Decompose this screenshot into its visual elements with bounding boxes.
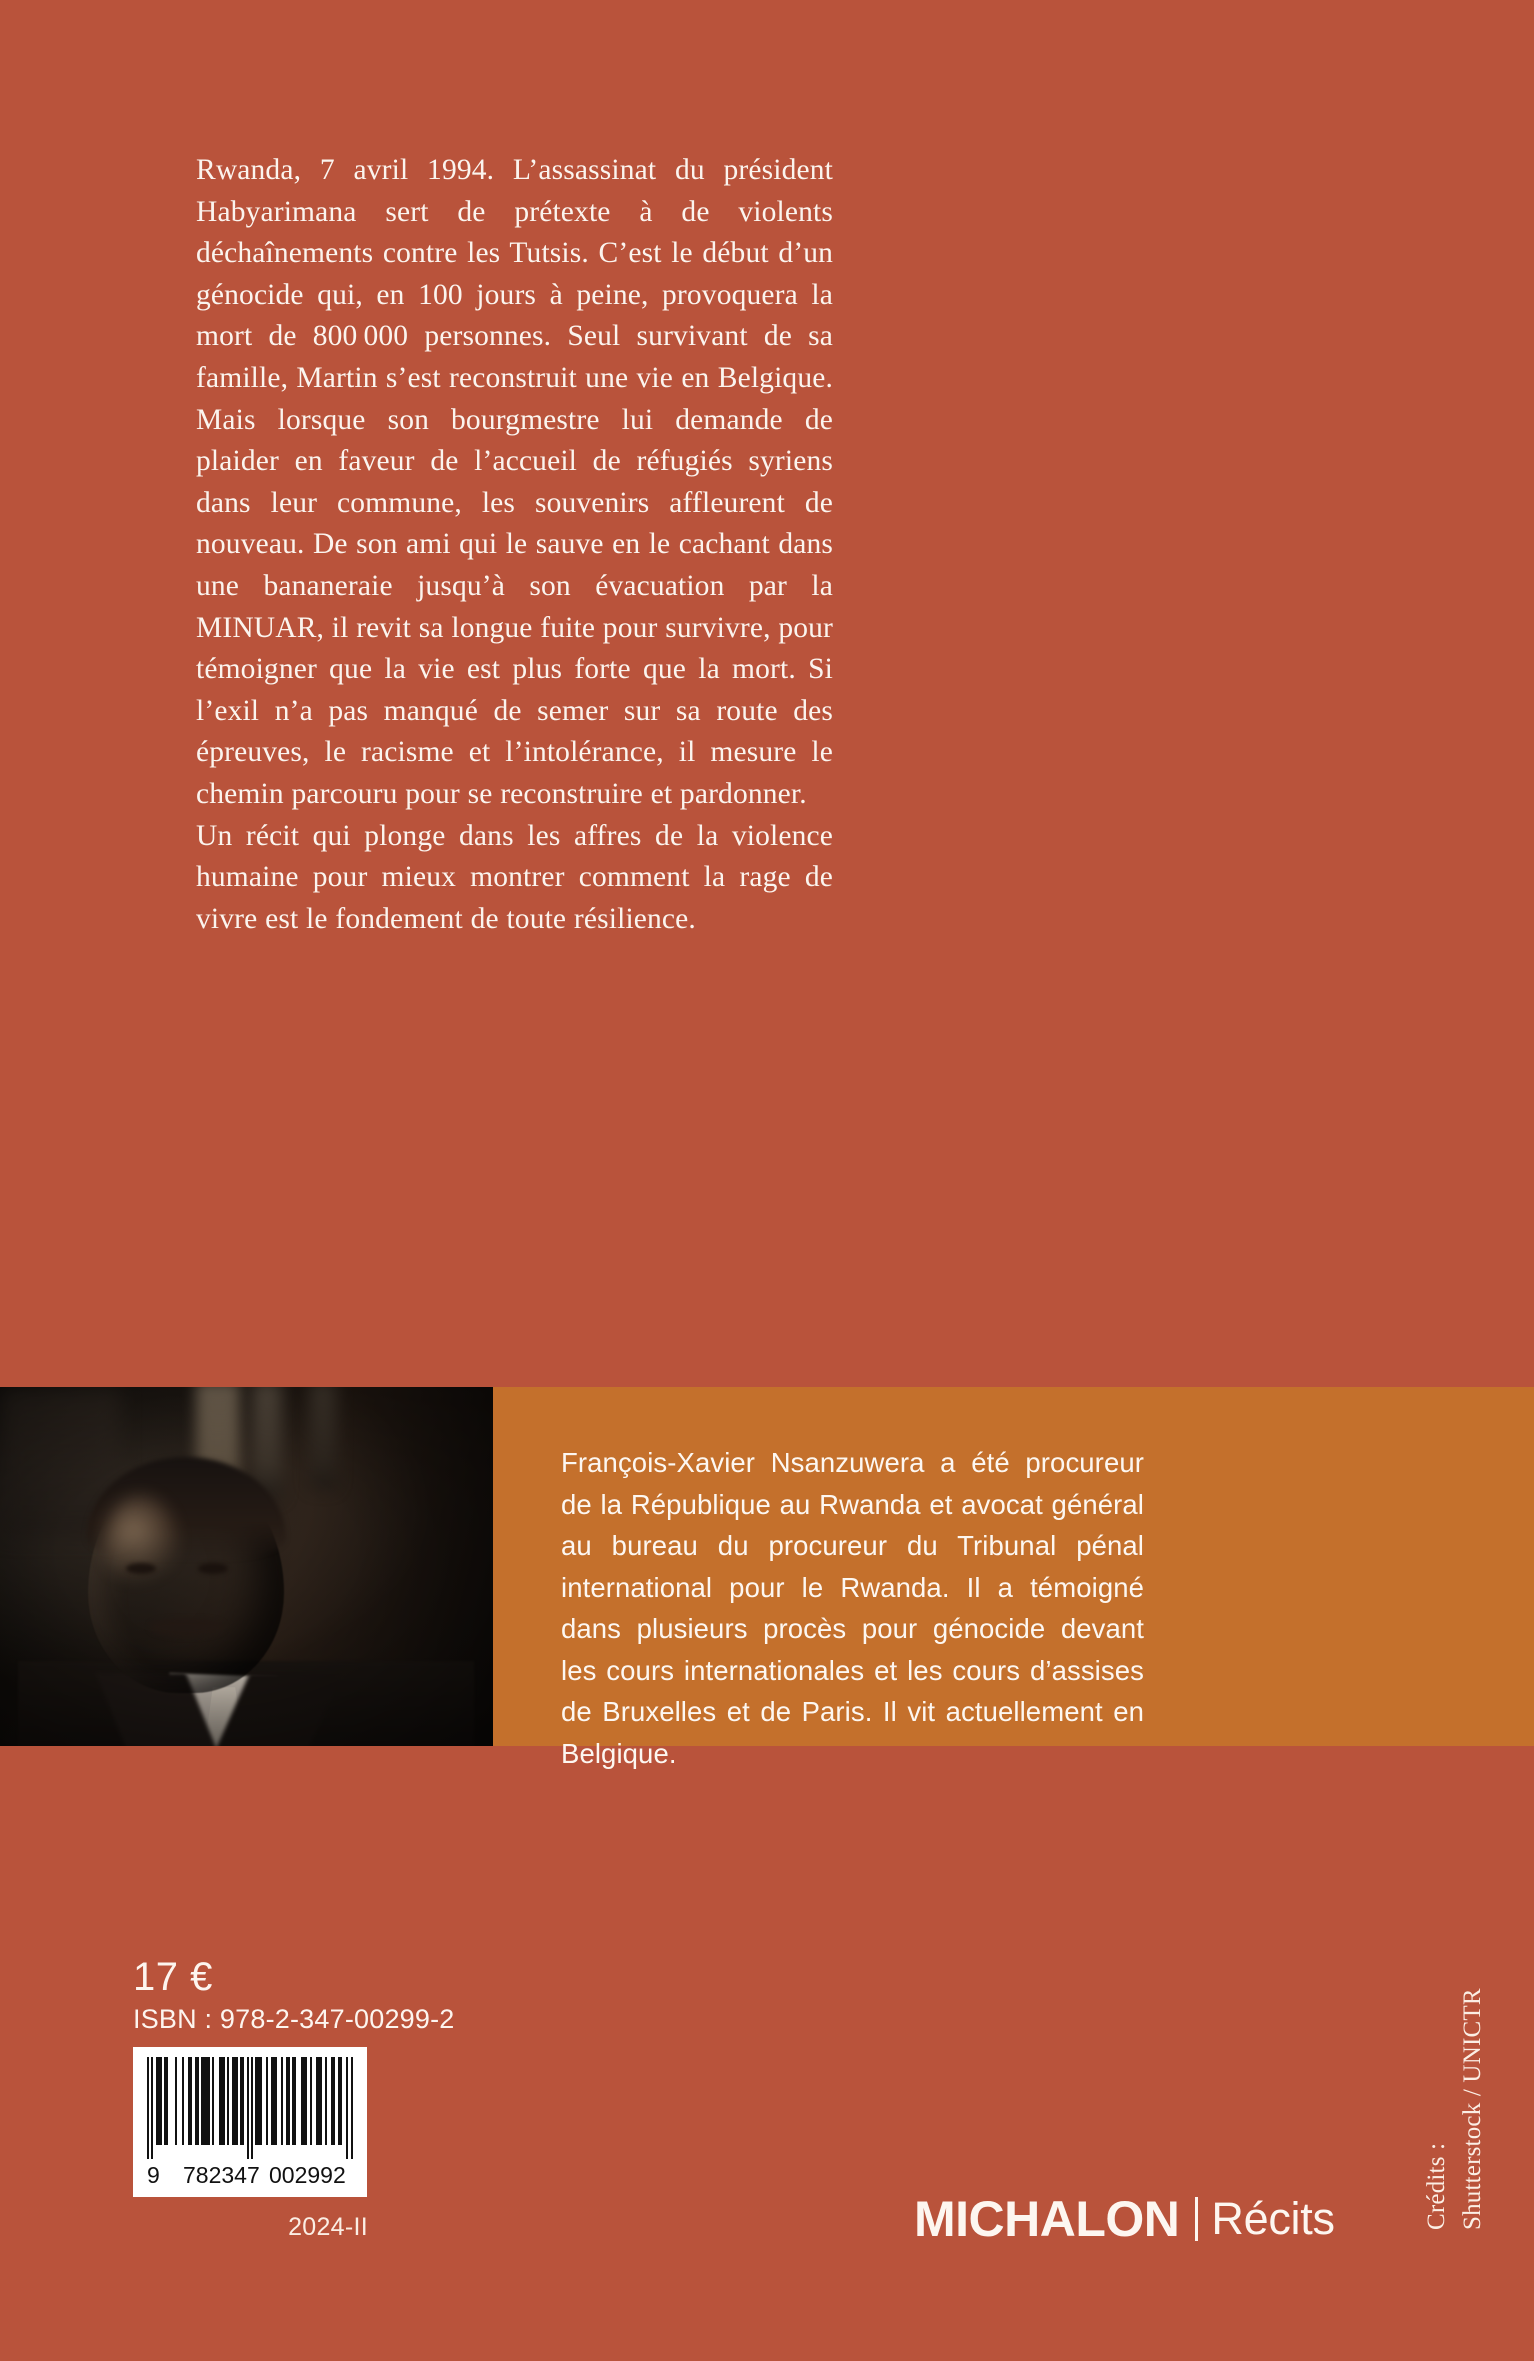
barcode-bar: [351, 2057, 353, 2159]
author-portrait-photo: [0, 1387, 493, 1746]
photo-credits: [1424, 1760, 1502, 2230]
barcode-digit-group-1: 9: [147, 2162, 160, 2188]
barcode-bar: [286, 2057, 290, 2145]
barcode-bar: [266, 2057, 268, 2145]
barcode-bar: [227, 2057, 229, 2145]
barcode-bar: [195, 2057, 199, 2145]
barcode-bar: [247, 2057, 249, 2159]
blurb-paragraph-1: Rwanda, 7 avril 1994. L’assassinat du président Habyarimana sert de prétexte à de violents déchaînements contre les Tutsis. C’est le début d’un génocide qui, en 100 jours à peine, provoquera la mort de 800 000 personnes. Seul survivant de sa famille, Martin s’est reconstruit une vie en Belgique. Mais lorsque son bourgmestre lui demande de plaider en faveur de l’accueil de réfugiés syriens dans leur commune, les souvenirs affleurent de nouveau. De son ami qui le sauve en le cachant dans une bananeraie jusqu’à son évacuation par la MINUAR, il revit sa longue fuite pour survivre, pour témoigner que la vie est plus forte que la mort. Si l’exil n’a pas manqué de semer sur sa route des épreuves, le racisme et l’intolérance, il mesure le chemin parcouru pour se reconstruire et pardonner.: [196, 154, 833, 810]
barcode-bar: [182, 2057, 184, 2145]
barcode-bar: [292, 2057, 296, 2145]
barcode-bar: [219, 2057, 225, 2145]
barcode-bar: [232, 2057, 238, 2145]
barcode-bar: [301, 2057, 307, 2145]
edition-code: 2024-II: [288, 2213, 368, 2241]
author-strip: [0, 1387, 1534, 1769]
barcode-bar: [325, 2057, 327, 2145]
barcode-bar: [147, 2057, 149, 2159]
barcode-bar: [338, 2057, 342, 2145]
imprint-name: Récits: [1211, 2193, 1335, 2244]
back-cover-blurb: [196, 150, 833, 940]
barcode-bar: [212, 2057, 214, 2145]
barcode: [133, 2047, 367, 2197]
barcode-bar: [331, 2057, 335, 2145]
barcode-bar: [156, 2057, 162, 2145]
barcode-bar: [346, 2057, 348, 2159]
barcode-bar: [151, 2057, 153, 2159]
barcode-digit-group-2: 782347: [183, 2162, 260, 2188]
barcode-bar: [310, 2057, 312, 2145]
blurb-paragraph-2: Un récit qui plonge dans les affres de la violence humaine pour mieux montrer comment la rage de vivre est le fondement de toute résilience.: [196, 819, 833, 935]
author-bio-text: [561, 1442, 1144, 1774]
barcode-bar: [164, 2057, 168, 2145]
barcode-bar: [240, 2057, 244, 2145]
barcode-digits: [147, 2159, 353, 2191]
isbn-label: ISBN : 978-2-347-00299-2: [133, 2004, 455, 2034]
logo-divider: [1195, 2197, 1198, 2241]
portrait-vignette: [0, 1387, 493, 1746]
photo-credits-line-1: Crédits :: [1423, 2142, 1450, 2230]
barcode-bars: [147, 2057, 353, 2159]
barcode-bar: [175, 2057, 177, 2145]
barcode-bar: [316, 2057, 322, 2145]
publisher-name: MICHALON: [914, 2191, 1180, 2247]
barcode-bar: [201, 2057, 209, 2145]
barcode-bar: [251, 2057, 253, 2159]
barcode-bar: [188, 2057, 192, 2145]
price-label: 17 €: [133, 1955, 213, 1999]
author-bio-panel: [493, 1387, 1534, 1769]
barcode-bar: [281, 2057, 283, 2145]
barcode-digit-group-3: 002992: [269, 2162, 346, 2188]
barcode-bar: [255, 2057, 261, 2145]
author-bio-paragraph: François-Xavier Nsanzuwera a été procureur de la République au Rwanda et avocat général au bureau du procureur du Tribunal pénal international pour le Rwanda. Il a témoigné dans plusieurs procès pour génocide devant les cours internationales et les cours d’assises de Bruxelles et de Paris. Il vit actuellement en Belgique.: [561, 1447, 1144, 1769]
publisher-logo: [914, 2191, 1335, 2247]
barcode-bar: [271, 2057, 277, 2145]
photo-credits-line-2: Shutterstock / UNICTR: [1459, 1988, 1486, 2230]
